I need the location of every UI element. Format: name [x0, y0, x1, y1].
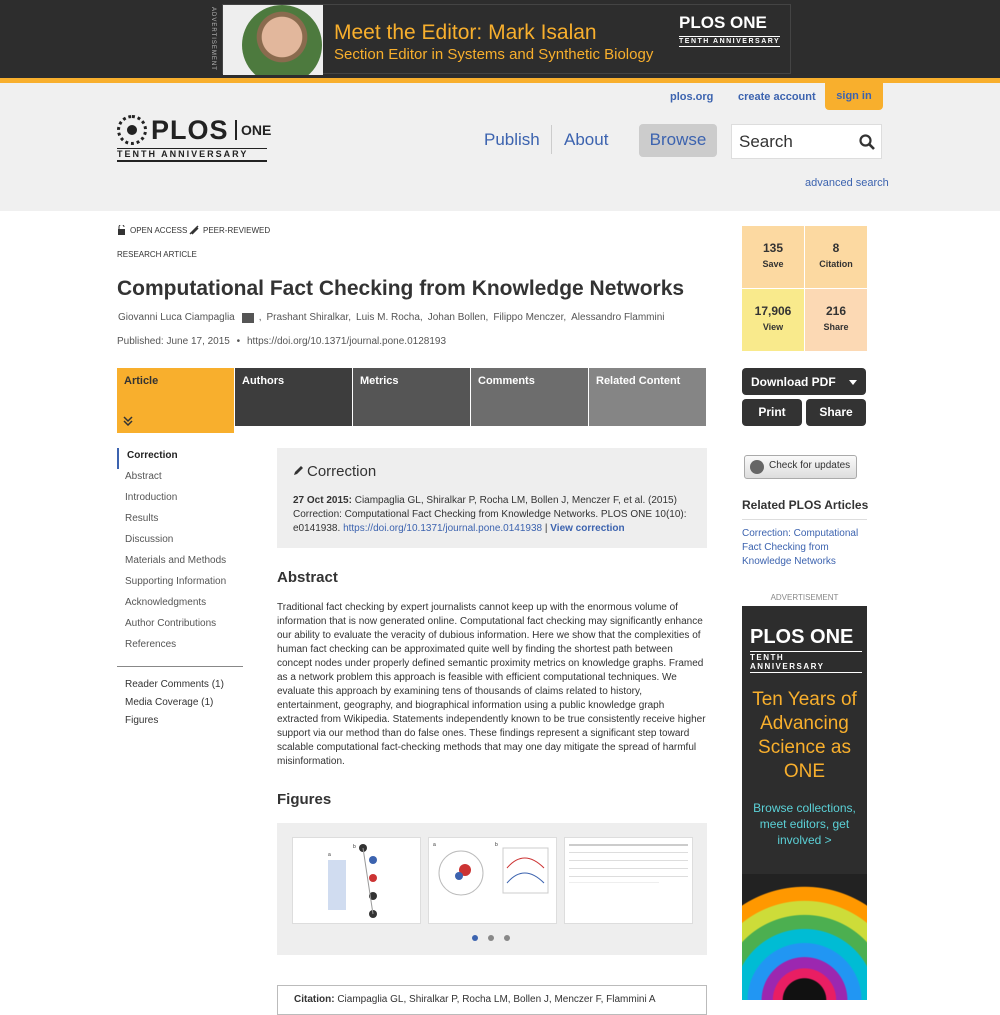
- print-button[interactable]: Print: [742, 399, 802, 426]
- nav-divider: [551, 125, 552, 154]
- abstract-heading: Abstract: [277, 569, 338, 586]
- advanced-search-link[interactable]: advanced search: [805, 177, 889, 189]
- toc-item-materials-methods[interactable]: Materials and Methods: [125, 555, 227, 566]
- email-icon[interactable]: [242, 313, 254, 323]
- toc-item-abstract[interactable]: Abstract: [125, 471, 162, 482]
- search-icon[interactable]: [859, 134, 875, 150]
- author-link[interactable]: Prashant Shiralkar,: [266, 312, 352, 323]
- svg-text:b: b: [353, 844, 356, 850]
- peer-reviewed-badge: PEER-REVIEWED: [189, 225, 270, 235]
- author-link[interactable]: Luis M. Rocha,: [356, 312, 423, 323]
- correction-box: [277, 448, 707, 548]
- open-access-badge: OPEN ACCESS: [117, 225, 187, 235]
- tab-authors[interactable]: Authors: [235, 368, 352, 426]
- carousel-dot-active[interactable]: [472, 935, 478, 941]
- carousel-dot[interactable]: [504, 935, 510, 941]
- banner-subline: Section Editor in Systems and Synthetic Biology: [334, 46, 654, 63]
- article-title: Computational Fact Checking from Knowledge Networks: [117, 277, 685, 300]
- figures-link[interactable]: Figures: [125, 715, 159, 726]
- search-input[interactable]: [732, 125, 852, 158]
- publication-info: [117, 336, 446, 347]
- download-pdf-button[interactable]: Download PDF: [742, 368, 866, 395]
- toc-item-introduction[interactable]: Introduction: [125, 492, 178, 503]
- editor-banner-ad[interactable]: [222, 4, 791, 74]
- create-account-link[interactable]: create account: [738, 91, 816, 103]
- carousel-dot[interactable]: [488, 935, 494, 941]
- figure-thumbnail[interactable]: [428, 837, 557, 924]
- related-divider: [742, 519, 867, 520]
- related-article-link[interactable]: Correction: Computational Fact Checking from Knowledge Networks: [742, 528, 859, 567]
- plos-org-link[interactable]: plos.org: [670, 91, 714, 103]
- author-link[interactable]: Filippo Menczer,: [493, 312, 567, 323]
- figure-carousel: [277, 823, 707, 955]
- check-for-updates-button[interactable]: Check for updates: [744, 455, 857, 479]
- banner-plos-logo: PLOS ONE TENTH ANNIVERSARY: [679, 13, 781, 45]
- author-link[interactable]: Alessandro Flammini: [571, 312, 665, 323]
- search-box: [731, 124, 882, 159]
- article-doi[interactable]: https://doi.org/10.1371/journal.pone.0128193: [246, 336, 447, 347]
- toc-divider: [117, 666, 243, 667]
- tab-related-content[interactable]: Related Content: [589, 368, 706, 426]
- metric-share[interactable]: 216 Share: [805, 289, 867, 351]
- editor-photo: [223, 5, 323, 75]
- ad-subtext: Browse collections, meet editors, get involved >: [753, 801, 856, 847]
- abstract-text: Traditional fact checking by expert journalists cannot keep up with the enormous volume of information that is now generated online. Computational fact checking may significantly enhance our ability to evaluate the veracity of dubious information. Here we show that the complexities of human fact checking can be approximated quite well by finding the shortest path between concept nodes under properly defined semantic proximity metrics on knowledge graphs. Framed as a network problem this approach is feasible with efficient computational techniques. We evaluate this approach by examining tens of thousands of claims related to history, entertainment, geography, and biographical information using a public knowledge graph extracted from Wikipedia. Statements independently known to be true consistently receive higher support via our method than do false ones. These findings represent a significant step toward scalable computational fact-checking methods that may one day mitigate the spread of harmful misinformation.: [277, 602, 706, 767]
- ad-artwork: [742, 874, 867, 1000]
- related-articles-heading: Related PLOS Articles: [742, 498, 869, 512]
- share-button[interactable]: Share: [806, 399, 866, 426]
- sidebar-ad[interactable]: [742, 606, 867, 1000]
- toc-item-correction[interactable]: Correction: [117, 448, 243, 469]
- toc-item-author-contributions[interactable]: Author Contributions: [125, 618, 217, 629]
- caret-down-icon: [849, 380, 857, 385]
- author-separator: ,: [258, 312, 262, 323]
- nav-publish[interactable]: Publish: [484, 130, 540, 149]
- unlock-icon: [117, 225, 126, 235]
- plos-one-logo[interactable]: PLOS ONE TENTH ANNIVERSARY: [117, 115, 267, 161]
- svg-text:a: a: [433, 842, 436, 848]
- article-tabs: [117, 368, 706, 433]
- article-type: RESEARCH ARTICLE: [117, 250, 197, 259]
- pencil-icon: [293, 465, 304, 476]
- published-date: Published: June 17, 2015: [117, 336, 230, 347]
- sign-in-button[interactable]: sign in: [825, 83, 883, 110]
- toc-item-results[interactable]: Results: [125, 513, 159, 524]
- table-of-contents: [117, 448, 243, 658]
- view-correction-link[interactable]: View correction: [550, 523, 625, 534]
- media-coverage-link[interactable]: Media Coverage (1): [125, 697, 214, 708]
- tab-metrics[interactable]: Metrics: [353, 368, 470, 426]
- double-chevron-down-icon: [123, 416, 133, 426]
- ad-headline: Ten Years of Advancing Science as ONE: [752, 689, 857, 782]
- toc-extra-links: [125, 676, 224, 730]
- figure-2-preview: [429, 838, 556, 923]
- toc-item-supporting-info[interactable]: Supporting Information: [125, 576, 227, 587]
- metric-save[interactable]: 135 Save: [742, 226, 804, 288]
- author-list: [118, 312, 665, 323]
- advertisement-label: ADVERTISEMENT: [210, 7, 216, 71]
- banner-headline: Meet the Editor: Mark Isalan: [334, 21, 597, 44]
- figures-heading: Figures: [277, 791, 332, 808]
- figure-1-preview: [293, 838, 420, 923]
- bullet-separator: •: [236, 336, 241, 347]
- correction-text: 27 Oct 2015: Ciampaglia GL, Shiralkar P, Rocha LM, Bollen J, Menczer F, et al. (2015) Correction: Computational Fact Checking from Knowledge Networks. PLOS ONE 10(10): e0141938. https://doi.org/10.1371/journal.pone.0141938 | View correction: [293, 495, 687, 534]
- toc-item-references[interactable]: References: [125, 639, 177, 650]
- author-link[interactable]: Giovanni Luca Ciampaglia: [118, 312, 235, 323]
- toc-item-discussion[interactable]: Discussion: [125, 534, 174, 545]
- svg-text:a: a: [328, 852, 331, 858]
- advertisement-label: ADVERTISEMENT: [770, 593, 839, 602]
- tab-article[interactable]: Article: [117, 368, 234, 433]
- nav-browse[interactable]: Browse: [639, 124, 717, 157]
- svg-text:b: b: [495, 842, 498, 848]
- figure-thumbnail[interactable]: [292, 837, 421, 924]
- crossmark-icon: [750, 460, 764, 474]
- tab-comments[interactable]: Comments: [471, 368, 588, 426]
- correction-heading: Correction: [293, 463, 691, 480]
- metric-view[interactable]: 17,906 View: [742, 289, 804, 351]
- nav-about[interactable]: About: [564, 130, 609, 149]
- ad-plos-logo: PLOS ONE TENTH ANNIVERSARY: [750, 626, 862, 673]
- citation-box: Citation: Ciampaglia GL, Shiralkar P, Rocha LM, Bollen J, Menczer F, Flammini A: [277, 985, 707, 1015]
- plos-logo-icon: [117, 115, 147, 145]
- peer-reviewed-icon: [189, 225, 199, 235]
- reader-comments-link[interactable]: Reader Comments (1): [125, 679, 224, 690]
- correction-doi-link[interactable]: https://doi.org/10.1371/journal.pone.0141938: [343, 523, 543, 534]
- table-1-preview: [565, 838, 692, 923]
- author-link[interactable]: Johan Bollen,: [427, 312, 489, 323]
- metric-citation[interactable]: 8 Citation: [805, 226, 867, 288]
- figure-thumbnail[interactable]: [564, 837, 693, 924]
- toc-item-acknowledgments[interactable]: Acknowledgments: [125, 597, 207, 608]
